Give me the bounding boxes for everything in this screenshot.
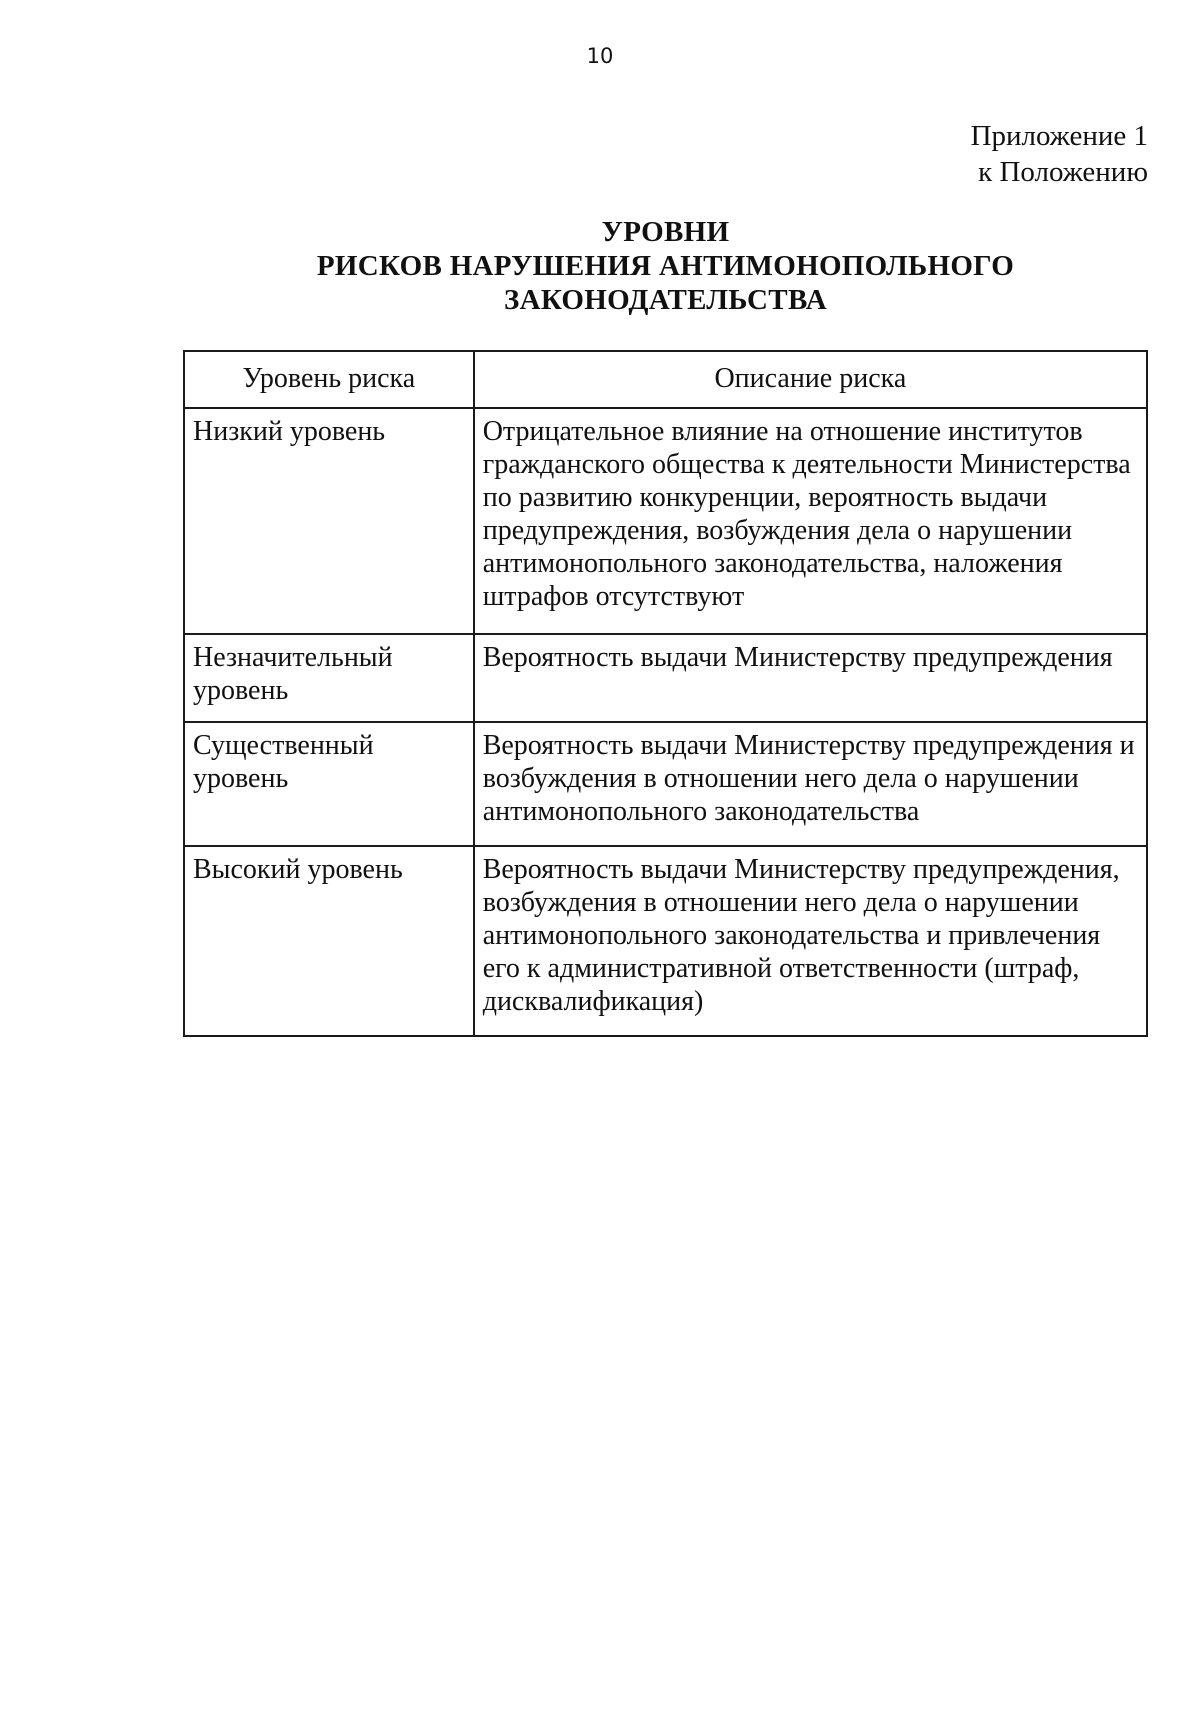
title-line-3: ЗАКОНОДАТЕЛЬСТВА bbox=[503, 284, 828, 316]
risk-level-cell: Незначительный уровень bbox=[184, 634, 474, 722]
risk-description-cell: Вероятность выдачи Министерству предупреждения bbox=[474, 634, 1147, 722]
title-line-1: УРОВНИ bbox=[601, 216, 730, 248]
risk-description-cell: Вероятность выдачи Министерству предупреждения и возбуждения в отношении него дела о нарушении антимонопольного законодательства bbox=[474, 722, 1147, 846]
table-header-row bbox=[184, 351, 1147, 408]
appendix-line-1: Приложение 1 bbox=[970, 120, 1148, 152]
risk-description-cell: Отрицательное влияние на отношение институтов гражданского общества к деятельности Министерства по развитию конкуренции, вероятность выдачи предупреждения, возбуждения дела о нарушении антимонопольного законодательства, наложения штрафов отсутствуют bbox=[474, 408, 1147, 634]
header-risk-description: Описание риска bbox=[474, 351, 1147, 408]
table-row bbox=[184, 846, 1147, 1036]
table-row bbox=[184, 634, 1147, 722]
header-risk-level: Уровень риска bbox=[184, 351, 474, 408]
title-line-2: РИСКОВ НАРУШЕНИЯ АНТИМОНОПОЛЬНОГО bbox=[316, 250, 1015, 282]
page-number: 10 bbox=[586, 44, 614, 68]
risk-level-cell: Низкий уровень bbox=[184, 408, 474, 634]
appendix-note bbox=[971, 118, 1148, 190]
risk-description-cell: Вероятность выдачи Министерству предупреждения, возбуждения в отношении него дела о нарушении антимонопольного законодательства и привлечения его к административной ответственности (штраф, дисквалификация) bbox=[474, 846, 1147, 1036]
appendix-line-2: к Положению bbox=[978, 156, 1148, 188]
risk-level-cell: Существенный уровень bbox=[184, 722, 474, 846]
document-title bbox=[183, 215, 1148, 317]
table-row bbox=[184, 722, 1147, 846]
table-row bbox=[184, 408, 1147, 634]
risk-level-cell: Высокий уровень bbox=[184, 846, 474, 1036]
risk-levels-table bbox=[183, 350, 1148, 1037]
